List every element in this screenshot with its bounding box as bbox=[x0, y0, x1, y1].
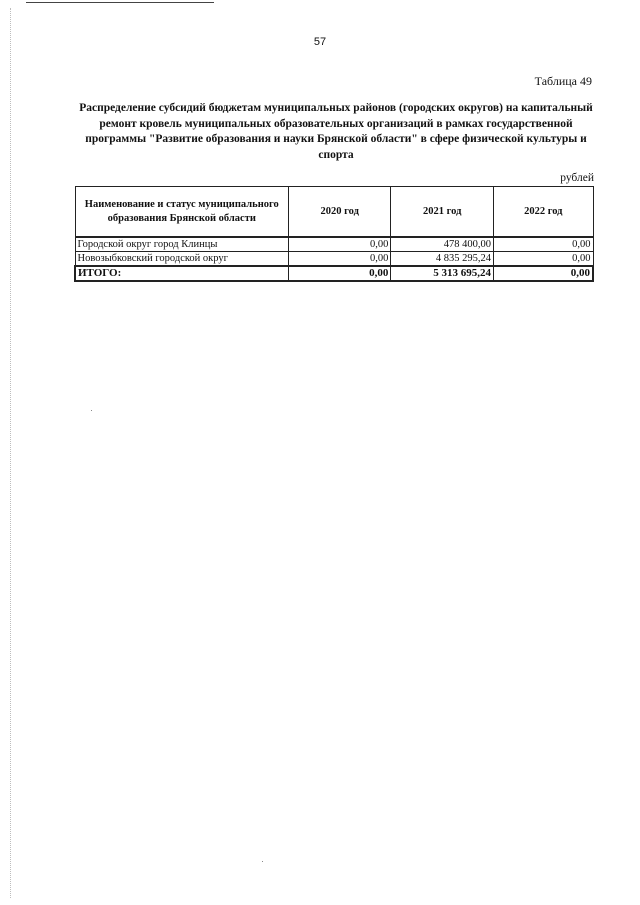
header-2021: 2021 год bbox=[391, 187, 494, 238]
cell-2021: 4 835 295,24 bbox=[391, 252, 494, 267]
scan-speck bbox=[262, 861, 263, 862]
header-municipality: Наименование и статус муниципального образования Брянской области bbox=[75, 187, 289, 238]
total-label: ИТОГО: bbox=[75, 266, 289, 281]
top-rule bbox=[26, 2, 214, 3]
cell-2020: 0,00 bbox=[289, 252, 391, 267]
total-2022: 0,00 bbox=[494, 266, 593, 281]
cell-2022: 0,00 bbox=[494, 237, 593, 252]
total-row bbox=[75, 266, 593, 281]
header-2022: 2022 год bbox=[494, 187, 593, 238]
table-number: Таблица 49 bbox=[534, 74, 592, 88]
cell-2022: 0,00 bbox=[494, 252, 593, 267]
scan-speck bbox=[91, 410, 92, 411]
total-2021: 5 313 695,24 bbox=[391, 266, 494, 281]
unit-label: рублей bbox=[560, 172, 594, 184]
cell-municipality: Городской округ город Клинцы bbox=[75, 237, 289, 252]
cell-municipality: Новозыбковский городской округ bbox=[75, 252, 289, 267]
subsidies-table bbox=[74, 186, 594, 282]
table-row bbox=[75, 252, 593, 267]
margin-line bbox=[10, 8, 11, 898]
cell-2020: 0,00 bbox=[289, 237, 391, 252]
table-row bbox=[75, 237, 593, 252]
total-2020: 0,00 bbox=[289, 266, 391, 281]
document-title: Распределение субсидий бюджетам муниципальных районов (городских округов) на капитальный ремонт кровель муниципальных образовательных организаций в рамках государственной программы "Развитие образования и науки Брянской области" в сфере физической культуры и спорта bbox=[79, 102, 593, 161]
page-number: 57 bbox=[313, 36, 327, 48]
header-2020: 2020 год bbox=[289, 187, 391, 238]
cell-2021: 478 400,00 bbox=[391, 237, 494, 252]
table-header-row bbox=[75, 187, 593, 238]
